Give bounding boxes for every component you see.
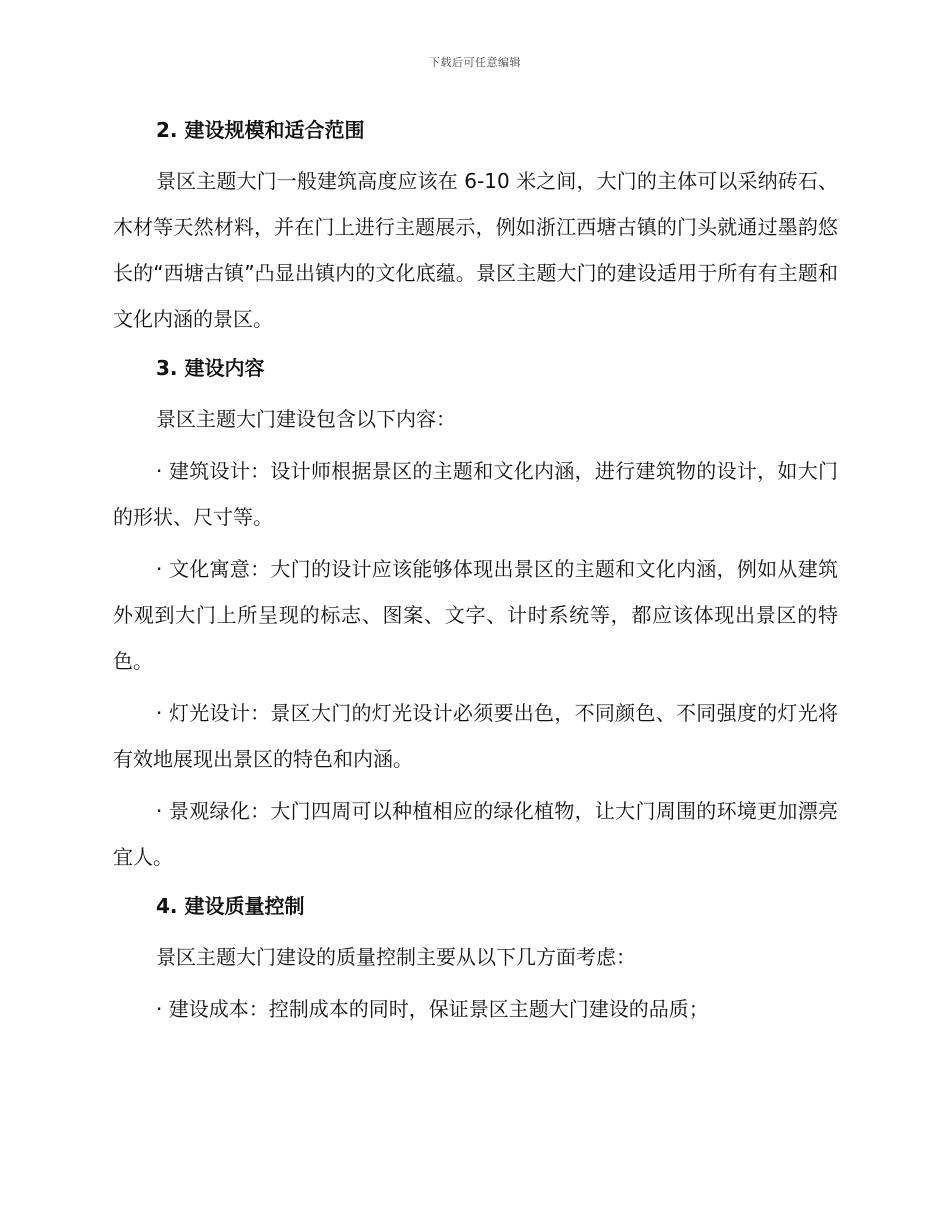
section-heading-quality-control: 4. 建设质量控制 bbox=[156, 894, 305, 918]
paragraph-content-intro: 景区主题大门建设包含以下内容： bbox=[156, 407, 456, 431]
paragraph-scale: 景区主题大门一般建筑高度应该在 6-10 米之间，大门的主体可以采纳砖石、木材等天然材料，并在门上进行主题展示，例如浙江西塘古镇的门头就通过墨韵悠长的“西塘古镇”凸显出镇内的文化底蕴。景区主题大门的建设适用于所有有主题和文化内涵的景区。 bbox=[113, 169, 838, 331]
list-item-landscaping: · 景观绿化：大门四周可以种植相应的绿化植物，让大门周围的环境更加漂亮宜人。 bbox=[113, 799, 838, 869]
section-heading-scale: 2. 建设规模和适合范围 bbox=[156, 118, 365, 142]
list-item-cultural-meaning: · 文化寓意：大门的设计应该能够体现出景区的主题和文化内涵，例如从建筑外观到大门上所呈现的标志、图案、文字、计时系统等，都应该体现出景区的特色。 bbox=[113, 557, 838, 673]
list-item-lighting-design: · 灯光设计：景区大门的灯光设计必须要出色，不同颜色、不同强度的灯光将有效地展现出景区的特色和内涵。 bbox=[113, 701, 838, 771]
list-item-architecture-design: · 建筑设计：设计师根据景区的主题和文化内涵，进行建筑物的设计，如大门的形状、尺寸等。 bbox=[113, 459, 838, 529]
document-body bbox=[113, 110, 838, 1038]
section-heading-content: 3. 建设内容 bbox=[156, 356, 265, 380]
list-item-construction-cost: · 建设成本：控制成本的同时，保证景区主题大门建设的品质； bbox=[156, 997, 709, 1021]
paragraph-quality-intro: 景区主题大门建设的质量控制主要从以下几方面考虑： bbox=[156, 945, 636, 969]
header-note: 下载后可任意编辑 bbox=[429, 56, 521, 69]
